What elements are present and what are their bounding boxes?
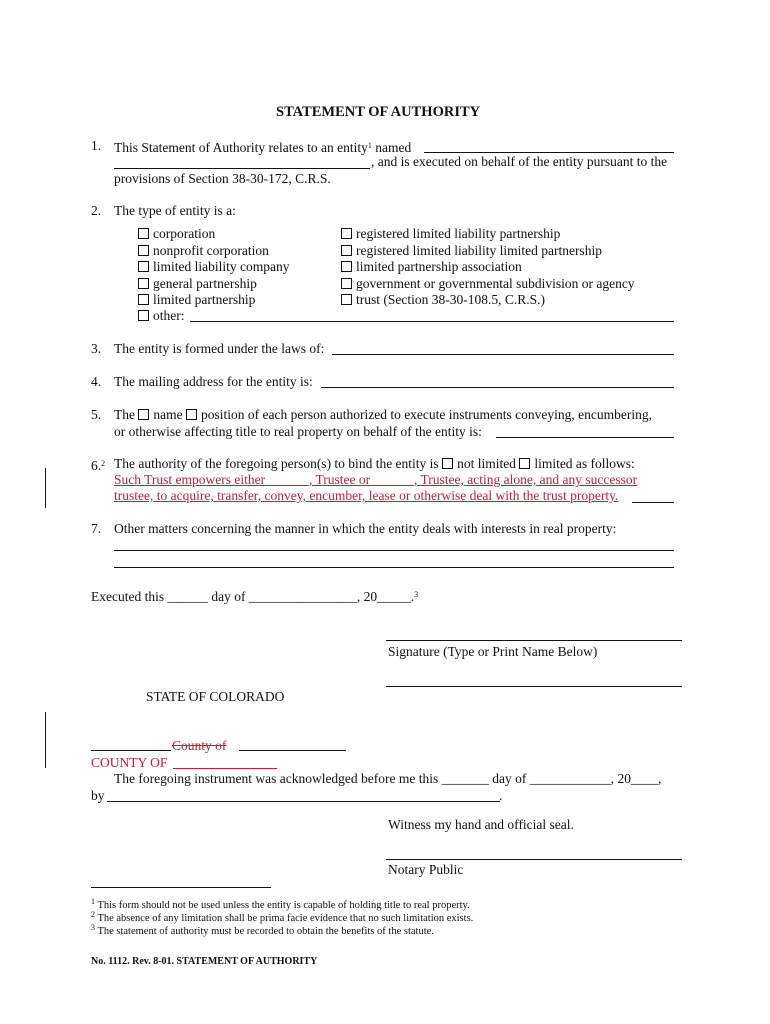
document-title: STATEMENT OF AUTHORITY	[276, 104, 481, 120]
checkbox[interactable]	[341, 228, 352, 239]
item-5-text: The name position of each person authorized to execute instruments conveying, encumbering,	[114, 407, 652, 422]
option-lpa[interactable]: limited partnership association	[341, 259, 522, 275]
item-1-line-2: , and is executed on behalf of the entity pursuant to the	[371, 154, 668, 169]
limited-line-end[interactable]	[632, 502, 674, 503]
item-1-number: 1.	[91, 138, 102, 153]
by-period: .	[499, 788, 503, 803]
county-label: COUNTY OF	[91, 755, 168, 770]
not-limited-checkbox[interactable]	[442, 458, 453, 469]
footnote-2: $^2$ The absence of any limitation shall be prima facie evidence that no such limitation exists.	[91, 910, 474, 924]
item-2-text: The type of entity is a:	[114, 203, 236, 218]
item-4-text: The mailing address for the entity is:	[114, 374, 313, 389]
checkbox[interactable]	[138, 278, 149, 289]
by-line[interactable]	[107, 801, 500, 802]
checkbox[interactable]	[341, 245, 352, 256]
revision-bar	[45, 468, 46, 508]
option-trust[interactable]: trust (Section 38-30-108.5, C.R.S.)	[341, 292, 545, 308]
footnote-3: $^3$ The statement of authority must be recorded to obtain the benefits of the statute.	[91, 923, 434, 937]
option-other[interactable]: other:	[138, 308, 185, 324]
checkbox[interactable]	[138, 261, 149, 272]
trust-clause-line-2: trustee, to acquire, transfer, convey, encumber, lease or otherwise deal with the trust property.	[114, 488, 619, 503]
checkbox[interactable]	[138, 310, 149, 321]
entity-name-line-1[interactable]	[424, 152, 674, 153]
checkbox[interactable]	[341, 261, 352, 272]
item-2-number: 2.	[91, 203, 102, 218]
item-7-number: 7.	[91, 521, 102, 536]
other-matters-line-2[interactable]	[114, 567, 674, 568]
signature-label: Signature (Type or Print Name Below)	[388, 644, 598, 659]
option-corporation[interactable]: corporation	[138, 226, 215, 242]
item-3-text: The entity is formed under the laws of:	[114, 341, 325, 356]
checkbox[interactable]	[341, 294, 352, 305]
item-3-number: 3.	[91, 341, 102, 356]
county-struck-label: County of	[172, 738, 227, 753]
authorized-person-line[interactable]	[496, 437, 674, 438]
limited-checkbox[interactable]	[519, 458, 530, 469]
option-rllp[interactable]: registered limited liability partnership	[341, 226, 560, 242]
executed-text: Executed this ______ day of ________________, 20_____.$^3$	[91, 589, 419, 604]
footnote-divider	[91, 887, 271, 888]
acknowledgment-text: The foregoing instrument was acknowledged before me this _______ day of ____________, 20____,	[114, 771, 662, 786]
checkbox[interactable]	[138, 294, 149, 305]
revision-bar	[45, 712, 46, 768]
trust-clause-line-1: Such Trust empowers either ______, Trustee or ______, Trustee, acting alone, and any successor	[114, 472, 638, 487]
item-7-text: Other matters concerning the manner in which the entity deals with interests in real property:	[114, 521, 617, 536]
county-blank-line[interactable]	[91, 750, 171, 751]
option-rlllp[interactable]: registered limited liability limited partnership	[341, 243, 602, 259]
state-label: STATE OF COLORADO	[146, 689, 285, 704]
checkbox[interactable]	[138, 245, 149, 256]
county-name-line[interactable]	[239, 750, 346, 751]
mailing-address-line[interactable]	[321, 387, 674, 388]
option-limited-partnership[interactable]: limited partnership	[138, 292, 255, 308]
item-1-text: This Statement of Authority relates to an entity$^1$ named	[114, 140, 412, 155]
county-red-line[interactable]	[173, 768, 277, 769]
name-checkbox[interactable]	[138, 409, 149, 420]
other-entity-line[interactable]	[190, 321, 674, 322]
other-matters-line-1[interactable]	[114, 550, 674, 551]
notary-label: Notary Public	[388, 862, 464, 877]
item-1-line-3: provisions of Section 38-30-172, C.R.S.	[114, 171, 331, 186]
position-checkbox[interactable]	[186, 409, 197, 420]
signature-line[interactable]	[386, 640, 682, 641]
form-footer: No. 1112. Rev. 8-01. STATEMENT OF AUTHORITY	[91, 956, 318, 967]
checkbox[interactable]	[341, 278, 352, 289]
formed-laws-line[interactable]	[332, 354, 674, 355]
item-6-number: 6.$^2$	[91, 458, 106, 473]
option-llc[interactable]: limited liability company	[138, 259, 289, 275]
option-general-partnership[interactable]: general partnership	[138, 276, 257, 292]
entity-name-line-2[interactable]	[114, 168, 370, 169]
item-5-number: 5.	[91, 407, 102, 422]
printed-name-line[interactable]	[386, 686, 682, 687]
item-6-text: The authority of the foregoing person(s) to bind the entity is not limited limited as follows:	[114, 456, 635, 471]
checkbox[interactable]	[138, 228, 149, 239]
item-5-line-2: or otherwise affecting title to real property on behalf of the entity is:	[114, 424, 482, 439]
option-government[interactable]: government or governmental subdivision or agency	[341, 276, 635, 292]
witness-text: Witness my hand and official seal.	[388, 817, 574, 832]
item-4-number: 4.	[91, 374, 102, 389]
footnote-1: $^1$ This form should not be used unless the entity is capable of holding title to real property.	[91, 897, 470, 911]
notary-line[interactable]	[386, 859, 682, 860]
by-label: by	[91, 788, 105, 803]
option-nonprofit-corporation[interactable]: nonprofit corporation	[138, 243, 269, 259]
